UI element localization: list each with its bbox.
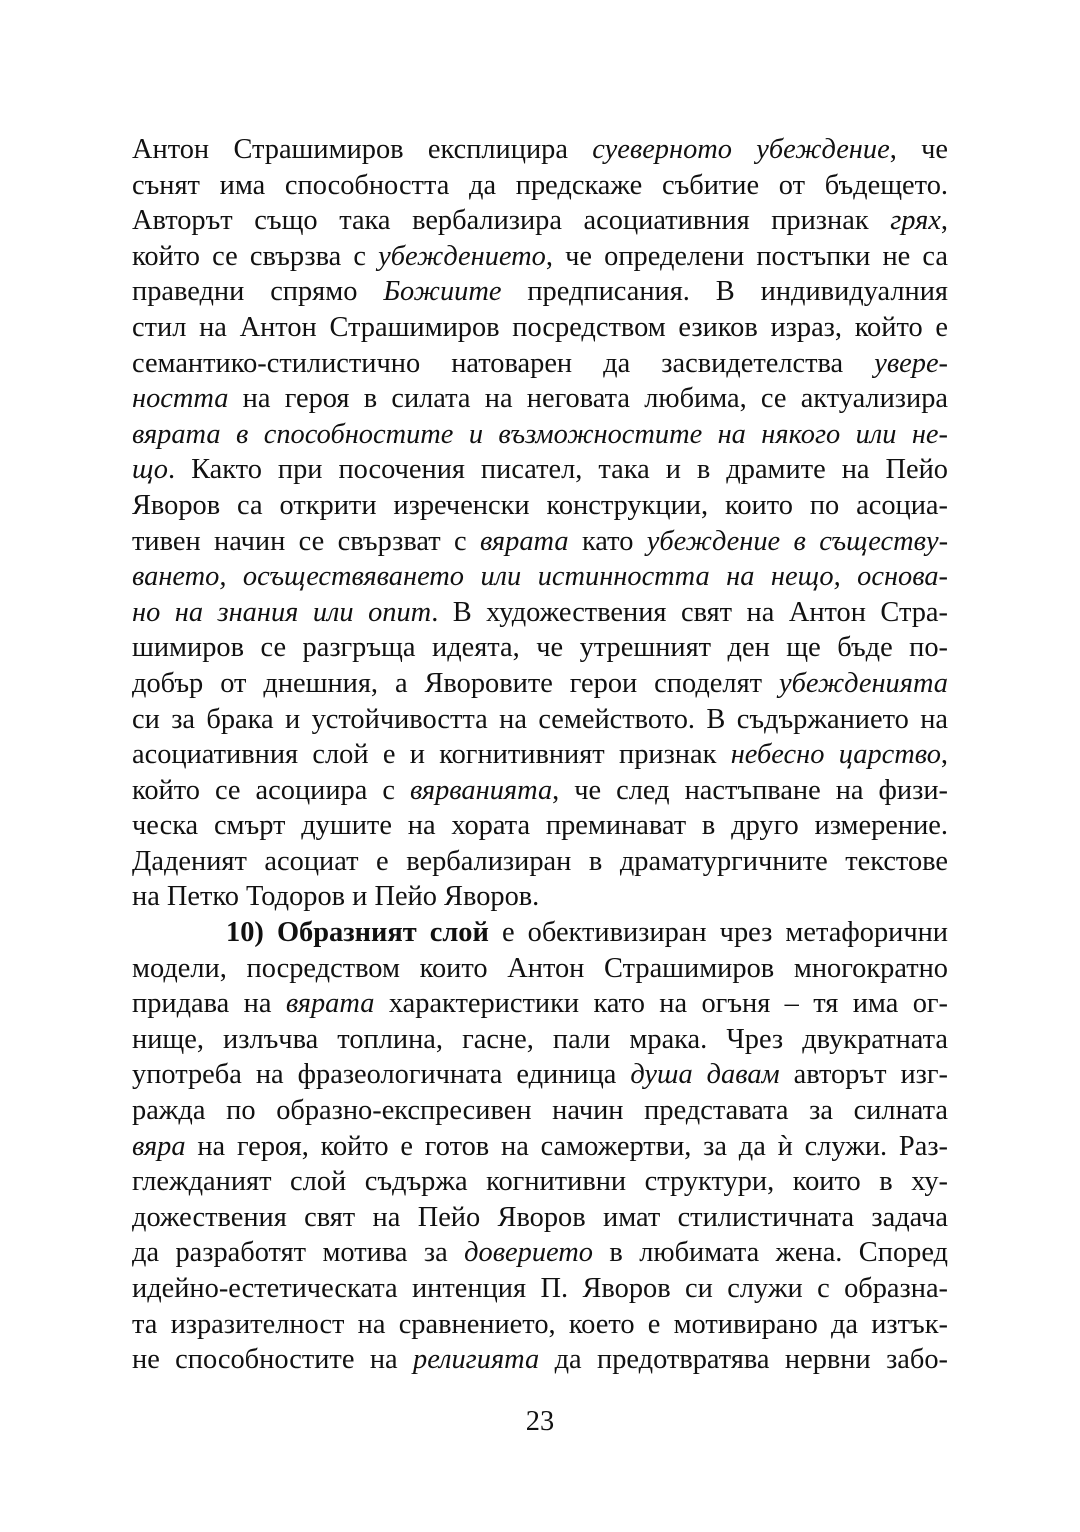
text-segment: който се свързва с xyxy=(132,240,379,272)
text-line xyxy=(132,773,948,809)
text-line xyxy=(132,274,948,310)
italic-text: вярата в способностите и възможностите на някого или не- xyxy=(132,418,948,450)
italic-text: що xyxy=(132,454,168,486)
text-segment: нище, излъчва топлина, гасне, пали мрака. Чрез двукратната xyxy=(132,1023,948,1055)
text-line xyxy=(132,310,948,346)
text-line xyxy=(132,737,948,773)
text-line xyxy=(132,986,948,1022)
text-segment: ческа смърт душите на хората преминават в друго измерение. xyxy=(132,810,948,842)
text-segment: предписания. В индивидуалния xyxy=(501,276,948,308)
text-segment: , xyxy=(940,739,948,771)
text-line xyxy=(132,239,948,275)
text-line xyxy=(132,1271,948,1307)
text-line xyxy=(132,1057,948,1093)
text-segment: Авторът също така вербализира асоциативния признак xyxy=(132,205,891,237)
text-line xyxy=(132,203,948,239)
text-segment: модели, посредством които Антон Страшимиров многократно xyxy=(132,952,948,984)
italic-text: вярванията xyxy=(409,774,553,806)
text-segment: . В художествения свят на Антон Стра- xyxy=(431,596,948,628)
text-segment: е обективизиран чрез метафорични xyxy=(488,917,948,949)
italic-text: религията xyxy=(413,1344,540,1376)
text-line xyxy=(132,1164,948,1200)
text-segment: на героя в силата на неговата любима, се актуализира xyxy=(228,383,948,415)
italic-text: убежденията xyxy=(778,667,948,699)
text-line xyxy=(132,808,948,844)
text-segment: сънят има способността да предскаже събитие от бъдещето. xyxy=(132,169,948,201)
bold-heading-text: 10) Образният слой xyxy=(226,917,489,949)
text-segment: асоциативния слой е и когнитивният признак xyxy=(132,739,731,771)
text-segment: , че определени постъпки не са xyxy=(545,240,948,272)
text-segment: , че след настъпване на физи- xyxy=(552,774,948,806)
text-line xyxy=(132,452,948,488)
text-line xyxy=(132,1200,948,1236)
text-segment: на героя, който е готов на саможертви, за да ѝ служи. Раз- xyxy=(185,1130,948,1162)
italic-text: ването, осъществяването или истинността на нещо, основа- xyxy=(132,561,948,593)
text-line xyxy=(132,879,948,915)
italic-text: грях xyxy=(890,205,941,237)
text-segment: да предотвратява нервни забо- xyxy=(539,1344,948,1376)
text-segment: шимиров се разгръща идеята, че утрешният ден ще бъде по- xyxy=(132,632,948,664)
text-segment: , че xyxy=(889,134,948,165)
text-segment: придава на xyxy=(132,988,286,1020)
text-segment: в любимата жена. Според xyxy=(592,1237,949,1269)
text-line xyxy=(132,132,948,168)
italic-text: увере- xyxy=(874,347,948,379)
document-body xyxy=(132,132,948,1378)
text-segment: , xyxy=(940,205,948,237)
text-line xyxy=(132,559,948,595)
text-segment: Даденият асоциат е вербализиран в драматургичните текстове xyxy=(132,845,948,877)
text-line xyxy=(132,1093,948,1129)
text-line xyxy=(132,417,948,453)
text-segment: тивен начин се свързват с xyxy=(132,525,480,557)
text-line xyxy=(132,1022,948,1058)
text-line xyxy=(132,844,948,880)
italic-text: убеждение в съществу- xyxy=(646,525,949,557)
text-segment: си за брака и устойчивостта на семейството. В съдържанието на xyxy=(132,703,948,735)
italic-text: вярата xyxy=(479,525,569,557)
text-line xyxy=(132,1235,948,1271)
italic-text: убеждението xyxy=(378,240,546,272)
text-line xyxy=(132,702,948,738)
text-line xyxy=(132,595,948,631)
text-segment: като xyxy=(568,525,647,557)
italic-text: душа давам xyxy=(630,1059,780,1091)
text-line xyxy=(132,666,948,702)
text-line xyxy=(132,381,948,417)
paragraph xyxy=(132,915,948,1378)
text-segment: който се асоциира с xyxy=(132,774,410,806)
text-segment: да разработят мотива за xyxy=(132,1237,465,1269)
italic-text: вярата xyxy=(285,988,375,1020)
italic-text: вяра xyxy=(132,1130,186,1162)
text-line xyxy=(132,168,948,204)
text-segment: не способностите на xyxy=(132,1344,414,1376)
text-line xyxy=(132,1129,948,1165)
italic-text: небесно царство xyxy=(730,739,941,771)
text-segment: глежданият слой съдържа когнитивни структури, които в ху- xyxy=(132,1166,948,1198)
italic-text: Божиите xyxy=(383,276,502,308)
text-segment: семантико-стилистично натоварен да засвидетелства xyxy=(132,347,875,379)
italic-text: ността xyxy=(132,383,229,415)
text-segment: характеристики като на огъня – тя има ог- xyxy=(374,988,948,1020)
paragraph xyxy=(132,132,948,915)
text-line xyxy=(132,524,948,560)
text-segment: Яворов са открити изреченски конструкции, които по асоциа- xyxy=(132,489,948,521)
text-line xyxy=(132,630,948,666)
page-number: 23 xyxy=(525,1406,555,1437)
text-segment: ражда по образно-експресивен начин представата за силната xyxy=(132,1095,948,1127)
italic-text: суеверното убеждение xyxy=(592,134,890,165)
text-segment: стил на Антон Страшимиров посредством езиков израз, който е xyxy=(132,311,948,343)
text-segment: на Петко Тодоров и Пейо Яворов. xyxy=(132,881,540,913)
text-segment: авторът изг- xyxy=(779,1059,948,1091)
text-segment: употреба на фразеологичната единица xyxy=(132,1059,631,1091)
text-segment: дожествения свят на Пейо Яворов имат стилистичната задача xyxy=(132,1201,948,1233)
text-line xyxy=(132,1307,948,1343)
text-segment: . Както при посочения писател, така и в драмите на Пейо xyxy=(167,454,948,486)
text-line xyxy=(132,1342,948,1378)
text-segment: идейно-естетическата интенция П. Яворов си служи с образна- xyxy=(132,1273,948,1304)
text-segment: праведни спрямо xyxy=(132,276,384,308)
text-line xyxy=(132,915,948,951)
italic-text: но на знания или опит xyxy=(132,596,432,628)
text-segment: добър от днешния, а Яворовите герои споделят xyxy=(132,667,779,699)
text-segment: та изразителност на сравнението, което е мотивирано да изтък- xyxy=(132,1308,948,1340)
text-line xyxy=(132,488,948,524)
text-line xyxy=(132,346,948,382)
italic-text: доверието xyxy=(464,1237,593,1269)
text-line xyxy=(132,951,948,987)
text-segment: Антон Страшимиров експлицира xyxy=(132,134,593,165)
